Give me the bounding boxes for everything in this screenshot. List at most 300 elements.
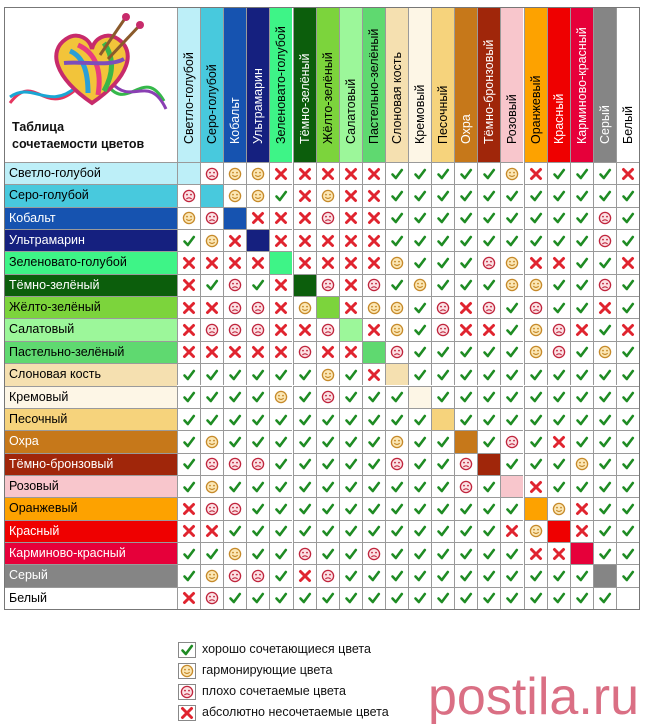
diagonal-swatch-cell — [454, 430, 477, 452]
column-header — [269, 7, 292, 162]
compatibility-cell — [500, 453, 523, 475]
cross-icon — [344, 234, 358, 248]
check-icon — [621, 301, 635, 315]
compatibility-cell — [593, 341, 616, 363]
check-icon — [413, 569, 427, 583]
cross-icon — [621, 256, 635, 270]
cross-icon — [344, 278, 358, 292]
check-icon — [482, 234, 496, 248]
title-line-1: Таблица — [12, 120, 65, 134]
cross-icon — [367, 211, 381, 225]
check-icon — [529, 234, 543, 248]
row-header: Серый — [4, 564, 177, 586]
smile-icon — [321, 368, 335, 382]
column-header-label: Тёмно-зелёный — [297, 53, 312, 144]
check-icon — [390, 480, 404, 494]
check-icon — [182, 435, 196, 449]
cross-icon — [182, 591, 196, 605]
check-icon — [344, 368, 358, 382]
check-icon — [459, 368, 473, 382]
compatibility-cell — [200, 520, 223, 542]
compatibility-cell — [362, 229, 385, 251]
compatibility-cell — [223, 520, 246, 542]
title-line-2: сочетаемости цветов — [12, 137, 145, 151]
compatibility-cell — [223, 408, 246, 430]
compatibility-cell — [431, 475, 454, 497]
compatibility-cell — [616, 207, 639, 229]
sad-face-icon — [228, 502, 242, 516]
compatibility-cell — [570, 430, 593, 452]
cross-icon — [298, 189, 312, 203]
check-icon — [344, 457, 358, 471]
legend-marker — [178, 705, 196, 721]
sad-face-icon — [205, 323, 219, 337]
compatibility-cell — [246, 408, 269, 430]
cross-icon — [344, 301, 358, 315]
compatibility-cell — [200, 296, 223, 318]
compatibility-cell — [547, 184, 570, 206]
compatibility-cell — [477, 408, 500, 430]
compatibility-cell — [385, 497, 408, 519]
compatibility-cell — [223, 430, 246, 452]
compatibility-cell — [500, 520, 523, 542]
check-icon — [298, 435, 312, 449]
check-icon — [575, 390, 589, 404]
legend-marker — [178, 642, 196, 658]
check-icon — [344, 413, 358, 427]
row-header: Серо-голубой — [4, 184, 177, 206]
compatibility-cell — [477, 274, 500, 296]
compatibility-cell — [547, 162, 570, 184]
column-header-label: Слоновая кость — [389, 51, 404, 144]
compatibility-cell — [454, 564, 477, 586]
compatibility-cell — [408, 251, 431, 273]
check-icon — [321, 524, 335, 538]
compatibility-cell — [223, 475, 246, 497]
cross-icon — [344, 345, 358, 359]
check-icon — [274, 547, 288, 561]
check-icon — [413, 457, 427, 471]
check-icon — [344, 480, 358, 494]
check-icon — [482, 390, 496, 404]
compatibility-cell — [339, 453, 362, 475]
row-header: Оранжевый — [4, 497, 177, 519]
compatibility-cell — [524, 564, 547, 586]
compatibility-cell — [385, 542, 408, 564]
compatibility-cell — [500, 408, 523, 430]
cross-icon — [529, 547, 543, 561]
legend-marker — [178, 663, 196, 679]
compatibility-cell — [593, 475, 616, 497]
compatibility-cell — [500, 229, 523, 251]
check-icon — [367, 569, 381, 583]
check-icon — [505, 547, 519, 561]
compatibility-cell — [339, 587, 362, 609]
compatibility-cell — [408, 542, 431, 564]
compatibility-cell — [385, 229, 408, 251]
compatibility-cell — [200, 363, 223, 385]
cross-icon — [321, 345, 335, 359]
check-icon — [552, 591, 566, 605]
check-icon — [182, 390, 196, 404]
compatibility-cell — [477, 162, 500, 184]
check-icon — [575, 234, 589, 248]
cross-icon — [228, 345, 242, 359]
compatibility-cell — [339, 520, 362, 542]
sad-face-icon — [529, 301, 543, 315]
check-icon — [598, 323, 612, 337]
compatibility-cell — [616, 408, 639, 430]
compatibility-cell — [339, 341, 362, 363]
column-header-label: Серый — [597, 105, 612, 144]
check-icon — [598, 435, 612, 449]
check-icon — [413, 211, 427, 225]
check-icon — [552, 167, 566, 181]
compatibility-cell — [223, 229, 246, 251]
column-header — [593, 7, 616, 162]
compatibility-cell — [408, 363, 431, 385]
compatibility-cell — [593, 408, 616, 430]
check-icon — [182, 457, 196, 471]
row-header: Пастельно-зелёный — [4, 341, 177, 363]
diagonal-swatch-cell — [477, 453, 500, 475]
compatibility-cell — [593, 184, 616, 206]
column-header — [385, 7, 408, 162]
compatibility-cell — [500, 184, 523, 206]
check-icon — [529, 569, 543, 583]
smile-icon — [228, 167, 242, 181]
compatibility-cell — [570, 318, 593, 340]
compatibility-cell — [177, 274, 200, 296]
compatibility-cell — [593, 162, 616, 184]
compatibility-cell — [477, 207, 500, 229]
row-header: Тёмно-зелёный — [4, 274, 177, 296]
cross-icon — [182, 323, 196, 337]
compatibility-cell — [385, 453, 408, 475]
check-icon — [598, 368, 612, 382]
compatibility-cell — [477, 564, 500, 586]
compatibility-cell — [431, 274, 454, 296]
check-icon — [436, 524, 450, 538]
compatibility-cell — [570, 475, 593, 497]
check-icon — [621, 524, 635, 538]
diagonal-swatch-cell — [524, 497, 547, 519]
compatibility-cell — [293, 453, 316, 475]
cross-icon — [205, 345, 219, 359]
compatibility-cell — [293, 341, 316, 363]
column-header-label: Песочный — [436, 85, 451, 144]
check-icon — [459, 211, 473, 225]
compatibility-cell — [246, 251, 269, 273]
compatibility-cell — [408, 229, 431, 251]
cross-icon — [367, 256, 381, 270]
check-icon — [274, 435, 288, 449]
compatibility-cell — [570, 386, 593, 408]
smile-icon — [390, 301, 404, 315]
check-icon — [182, 569, 196, 583]
check-icon — [298, 413, 312, 427]
cross-icon — [321, 234, 335, 248]
check-icon — [436, 368, 450, 382]
check-icon — [552, 569, 566, 583]
compatibility-cell — [408, 453, 431, 475]
cross-icon — [529, 167, 543, 181]
compatibility-cell — [200, 453, 223, 475]
cross-icon — [575, 524, 589, 538]
check-icon — [529, 435, 543, 449]
legend-label: абсолютно несочетаемые цвета — [202, 705, 389, 719]
compatibility-cell — [477, 587, 500, 609]
check-icon — [367, 502, 381, 516]
row-header: Красный — [4, 520, 177, 542]
cross-icon — [180, 706, 194, 720]
compatibility-cell — [293, 587, 316, 609]
check-icon — [552, 368, 566, 382]
check-icon — [598, 256, 612, 270]
compatibility-cell — [454, 475, 477, 497]
compatibility-cell — [431, 184, 454, 206]
cross-icon — [344, 167, 358, 181]
cross-icon — [298, 167, 312, 181]
compatibility-cell — [616, 251, 639, 273]
check-icon — [482, 547, 496, 561]
compatibility-cell — [524, 296, 547, 318]
compatibility-cell — [316, 386, 339, 408]
compatibility-cell — [339, 564, 362, 586]
column-header-label: Кремовый — [413, 84, 428, 144]
check-icon — [436, 211, 450, 225]
check-icon — [505, 368, 519, 382]
compatibility-cell — [200, 475, 223, 497]
check-icon — [367, 457, 381, 471]
row-header: Салатовый — [4, 318, 177, 340]
compatibility-cell — [339, 386, 362, 408]
check-icon — [298, 524, 312, 538]
check-icon — [575, 278, 589, 292]
compatibility-cell — [431, 229, 454, 251]
check-icon — [205, 413, 219, 427]
compatibility-cell — [570, 497, 593, 519]
compatibility-cell — [269, 162, 292, 184]
column-header — [500, 7, 523, 162]
diagonal-swatch-cell — [339, 318, 362, 340]
cross-icon — [459, 323, 473, 337]
compatibility-cell — [269, 341, 292, 363]
compatibility-cell — [339, 162, 362, 184]
compatibility-cell — [269, 408, 292, 430]
diagonal-swatch-cell — [362, 341, 385, 363]
smile-icon — [529, 524, 543, 538]
cross-icon — [552, 547, 566, 561]
cross-icon — [367, 189, 381, 203]
compatibility-cell — [385, 564, 408, 586]
check-icon — [575, 591, 589, 605]
check-icon — [228, 591, 242, 605]
compatibility-cell — [223, 386, 246, 408]
check-icon — [182, 480, 196, 494]
check-icon — [436, 189, 450, 203]
check-icon — [182, 234, 196, 248]
check-icon — [482, 368, 496, 382]
compatibility-cell — [293, 229, 316, 251]
compatibility-cell — [316, 475, 339, 497]
compatibility-cell — [431, 341, 454, 363]
compatibility-cell — [177, 296, 200, 318]
compatibility-cell — [547, 296, 570, 318]
compatibility-cell — [593, 274, 616, 296]
compatibility-cell — [500, 430, 523, 452]
check-icon — [482, 345, 496, 359]
check-icon — [436, 480, 450, 494]
compatibility-cell — [293, 251, 316, 273]
check-icon — [482, 524, 496, 538]
row-header: Охра — [4, 430, 177, 452]
compatibility-cell — [616, 386, 639, 408]
smile-icon — [552, 502, 566, 516]
compatibility-cell — [431, 251, 454, 273]
compatibility-cell — [616, 453, 639, 475]
compatibility-cell — [454, 587, 477, 609]
compatibility-cell — [269, 318, 292, 340]
diagonal-swatch-cell — [223, 207, 246, 229]
compatibility-cell — [177, 318, 200, 340]
compatibility-cell — [223, 341, 246, 363]
compatibility-cell — [431, 587, 454, 609]
check-icon — [621, 547, 635, 561]
compatibility-cell — [454, 386, 477, 408]
compatibility-cell — [431, 386, 454, 408]
check-icon — [344, 524, 358, 538]
check-icon — [459, 569, 473, 583]
legend-item — [178, 640, 478, 661]
cross-icon — [344, 256, 358, 270]
column-header-label: Ультрамарин — [251, 68, 266, 144]
cross-icon — [298, 569, 312, 583]
row-header: Белый — [4, 587, 177, 609]
sad-face-icon — [321, 211, 335, 225]
check-icon — [413, 524, 427, 538]
check-icon — [575, 435, 589, 449]
compatibility-cell — [477, 542, 500, 564]
row-header: Зеленовато-голубой — [4, 251, 177, 273]
column-header — [477, 7, 500, 162]
check-icon — [598, 167, 612, 181]
compatibility-cell — [362, 430, 385, 452]
compatibility-cell — [362, 251, 385, 273]
compatibility-cell — [570, 207, 593, 229]
check-icon — [251, 502, 265, 516]
check-icon — [459, 390, 473, 404]
compatibility-cell — [269, 386, 292, 408]
column-header — [177, 7, 200, 162]
compatibility-cell — [177, 229, 200, 251]
compatibility-cell — [293, 318, 316, 340]
column-header-label: Кобальт — [228, 97, 243, 144]
compatibility-cell — [547, 587, 570, 609]
sad-face-icon — [205, 457, 219, 471]
compatibility-cell — [593, 453, 616, 475]
column-header-label: Красный — [551, 93, 566, 144]
check-icon — [228, 413, 242, 427]
check-icon — [529, 211, 543, 225]
compatibility-cell — [408, 564, 431, 586]
check-icon — [298, 591, 312, 605]
cross-icon — [344, 211, 358, 225]
compatibility-cell — [316, 341, 339, 363]
compatibility-cell — [293, 497, 316, 519]
sad-face-icon — [598, 234, 612, 248]
sad-face-icon — [367, 278, 381, 292]
compatibility-cell — [524, 386, 547, 408]
compatibility-cell — [524, 475, 547, 497]
check-icon — [575, 189, 589, 203]
check-icon — [390, 413, 404, 427]
check-icon — [274, 480, 288, 494]
compatibility-cell — [362, 453, 385, 475]
compatibility-cell — [570, 587, 593, 609]
compatibility-cell — [177, 207, 200, 229]
compatibility-cell — [408, 207, 431, 229]
cross-icon — [228, 234, 242, 248]
compatibility-cell — [547, 386, 570, 408]
compatibility-cell — [362, 318, 385, 340]
check-icon — [413, 167, 427, 181]
compatibility-cell — [316, 162, 339, 184]
compatibility-cell — [293, 162, 316, 184]
check-icon — [413, 368, 427, 382]
compatibility-cell — [223, 453, 246, 475]
column-header-label: Розовый — [505, 94, 520, 144]
check-icon — [274, 524, 288, 538]
compatibility-cell — [593, 363, 616, 385]
check-icon — [274, 189, 288, 203]
column-header — [431, 7, 454, 162]
compatibility-cell — [385, 520, 408, 542]
compatibility-cell — [547, 453, 570, 475]
check-icon — [413, 301, 427, 315]
compatibility-cell — [547, 564, 570, 586]
compatibility-cell — [177, 251, 200, 273]
compatibility-cell — [524, 363, 547, 385]
compatibility-cell — [477, 341, 500, 363]
check-icon — [552, 390, 566, 404]
compatibility-cell — [316, 542, 339, 564]
cross-icon — [182, 301, 196, 315]
diagonal-swatch-cell — [177, 162, 200, 184]
compatibility-cell — [524, 542, 547, 564]
check-icon — [436, 256, 450, 270]
check-icon — [575, 256, 589, 270]
compatibility-cell — [616, 520, 639, 542]
cross-icon — [274, 301, 288, 315]
smile-icon — [182, 211, 196, 225]
check-icon — [529, 390, 543, 404]
smile-icon — [251, 167, 265, 181]
compatibility-cell — [316, 453, 339, 475]
compatibility-cell — [593, 520, 616, 542]
column-header-label: Белый — [620, 105, 635, 144]
compatibility-cell — [431, 318, 454, 340]
compatibility-cell — [500, 363, 523, 385]
check-icon — [552, 413, 566, 427]
compatibility-cell — [223, 564, 246, 586]
compatibility-cell — [269, 475, 292, 497]
check-icon — [621, 345, 635, 359]
compatibility-cell — [570, 564, 593, 586]
sad-face-icon — [459, 480, 473, 494]
compatibility-cell — [293, 408, 316, 430]
compatibility-cell — [339, 408, 362, 430]
